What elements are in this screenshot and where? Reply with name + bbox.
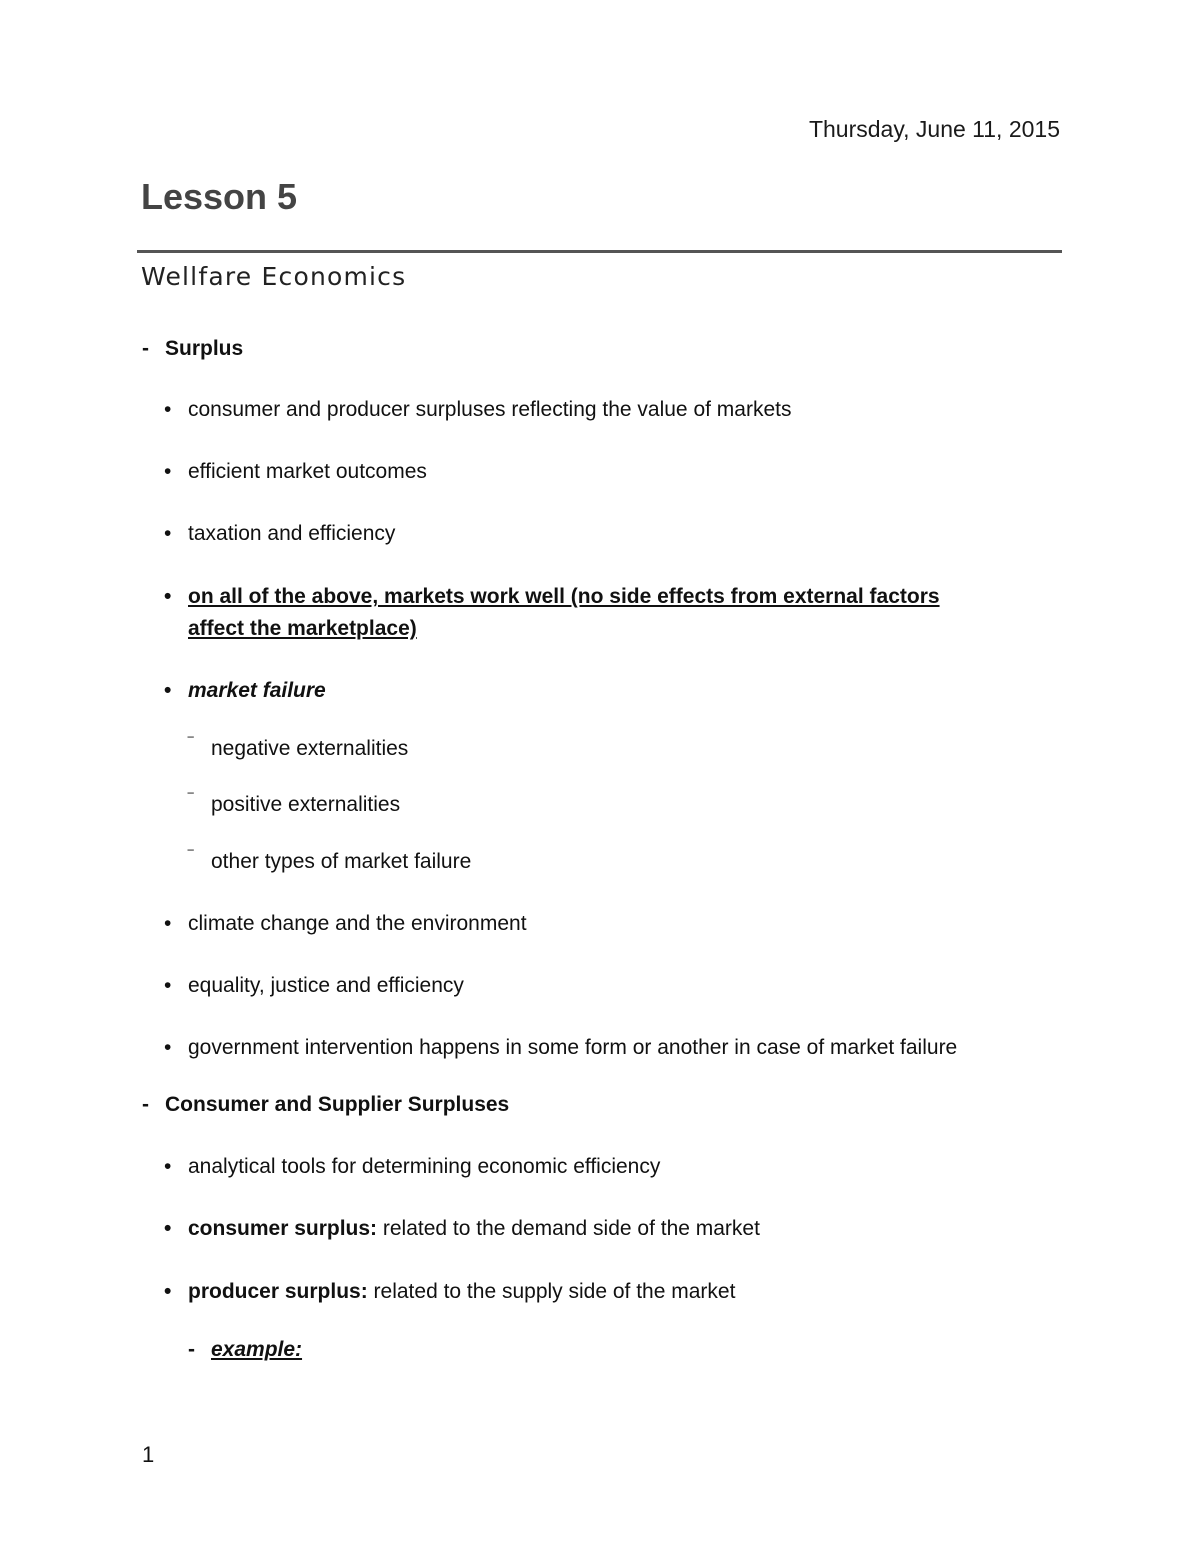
small-dash-marker: ‾ [188, 849, 194, 866]
list-item-text: efficient market outcomes [188, 460, 427, 483]
sub-list-item-text: other types of market failure [211, 850, 472, 873]
document-date: Thursday, June 11, 2015 [808, 116, 1060, 142]
list-item-text-line2: affect the marketplace) [188, 617, 417, 640]
dash-marker: - [142, 337, 149, 360]
list-item-text: equality, justice and efficiency [188, 974, 464, 997]
dash-marker: - [142, 1093, 149, 1116]
list-item-text: analytical tools for determining economic efficiency [188, 1155, 661, 1178]
list-item-text [188, 1276, 735, 1308]
sub-list-item-text: example: [211, 1338, 303, 1361]
heading-text: Consumer and Supplier Surpluses [165, 1093, 510, 1116]
definition: related to the demand side of the market [377, 1217, 760, 1240]
heading-text: Surplus [165, 337, 244, 360]
section-subtitle: Wellfare Economics [141, 262, 407, 291]
small-dash-marker: ‾ [188, 736, 194, 753]
bullet-marker: • [164, 1155, 172, 1178]
bullet-marker: • [164, 912, 172, 935]
sub-list-item-text: positive externalities [211, 793, 401, 816]
bullet-marker: • [164, 1280, 172, 1303]
lesson-title: Lesson 5 [141, 176, 298, 217]
sub-list-item-text: negative externalities [211, 737, 409, 760]
bullet-marker: • [164, 1217, 172, 1240]
bullet-marker: • [164, 398, 172, 421]
definition: related to the supply side of the market [367, 1280, 736, 1303]
dash-marker: - [188, 1338, 195, 1361]
list-item-text: climate change and the environment [188, 912, 527, 935]
list-item-text: market failure [188, 679, 326, 702]
title-divider [137, 250, 1062, 253]
bullet-marker: • [164, 585, 172, 608]
term: producer surplus: [188, 1280, 368, 1303]
bullet-marker: • [164, 974, 172, 997]
term: consumer surplus: [188, 1217, 378, 1240]
bullet-marker: • [164, 460, 172, 483]
list-item-text: government intervention happens in some form or another in case of market failure [188, 1036, 958, 1059]
small-dash-marker: ‾ [188, 792, 194, 809]
bullet-marker: • [164, 522, 172, 545]
page-number: 1 [142, 1442, 155, 1467]
list-item-text [188, 1213, 760, 1245]
list-item-text-line1: on all of the above, markets work well (no side effects from external factors [188, 585, 940, 608]
bullet-marker: • [164, 1036, 172, 1059]
list-item-text: taxation and efficiency [188, 522, 396, 545]
list-item-text: consumer and producer surpluses reflecting the value of markets [188, 398, 792, 421]
bullet-marker: • [164, 679, 172, 702]
